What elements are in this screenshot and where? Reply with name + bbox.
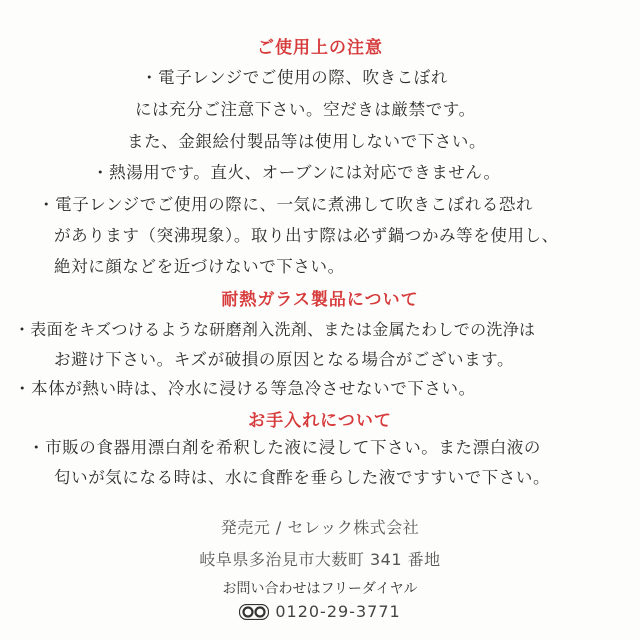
text-line: また、金銀絵付製品等は使用しないで下さい。: [127, 132, 487, 151]
text-line: ・市販の食器用漂白剤を希釈した液に浸して下さい。また漂白液の: [28, 438, 541, 457]
free-dial-icon: [239, 604, 269, 624]
text-line: ・電子レンジでご使用の際、吹きこぼれ: [141, 68, 448, 87]
text-line: 絶対に顔などを近づけないで下さい。: [54, 257, 345, 276]
text-line: ・表面をキズつけるような研磨剤入洗剤、または金属たわしでの洗浄は: [14, 320, 536, 339]
text-line: ・電子レンジでご使用の際に、一気に煮沸して吹きこぼれる恐れ: [38, 195, 534, 214]
text-line: お避け下さい。キズが破損の原因となる場合がございます。: [54, 350, 515, 369]
section-heading-heat-resistant-glass: 耐熱ガラス製品について: [221, 290, 419, 310]
text-line: ・熱湯用です。直火、オーブンには対応できません。: [92, 163, 501, 182]
inquiry-label: お問い合わせはフリーダイヤル: [222, 581, 418, 597]
section-heading-care: お手入れについて: [248, 411, 392, 431]
distributor-address: 岐阜県多治見市大薮町 341 番地: [199, 550, 441, 569]
text-line: には充分ご注意下さい。空だきは厳禁です。: [135, 100, 476, 119]
text-line: があります（突沸現象）。取り出す際は必ず鍋つかみ等を使用し、: [54, 226, 559, 245]
section-heading-usage-cautions: ご使用上の注意: [257, 38, 383, 58]
phone-number[interactable]: 0120-29-3771: [275, 602, 401, 621]
text-line: ・本体が熱い時は、冷水に浸ける等急冷させないで下さい。: [14, 379, 476, 398]
phone-row: [0, 602, 640, 624]
text-line: 匂いが気になる時は、水に食酢を垂らした液ですすいで下さい。: [54, 468, 551, 487]
distributor-name: 発売元 / セレック株式会社: [220, 518, 420, 537]
